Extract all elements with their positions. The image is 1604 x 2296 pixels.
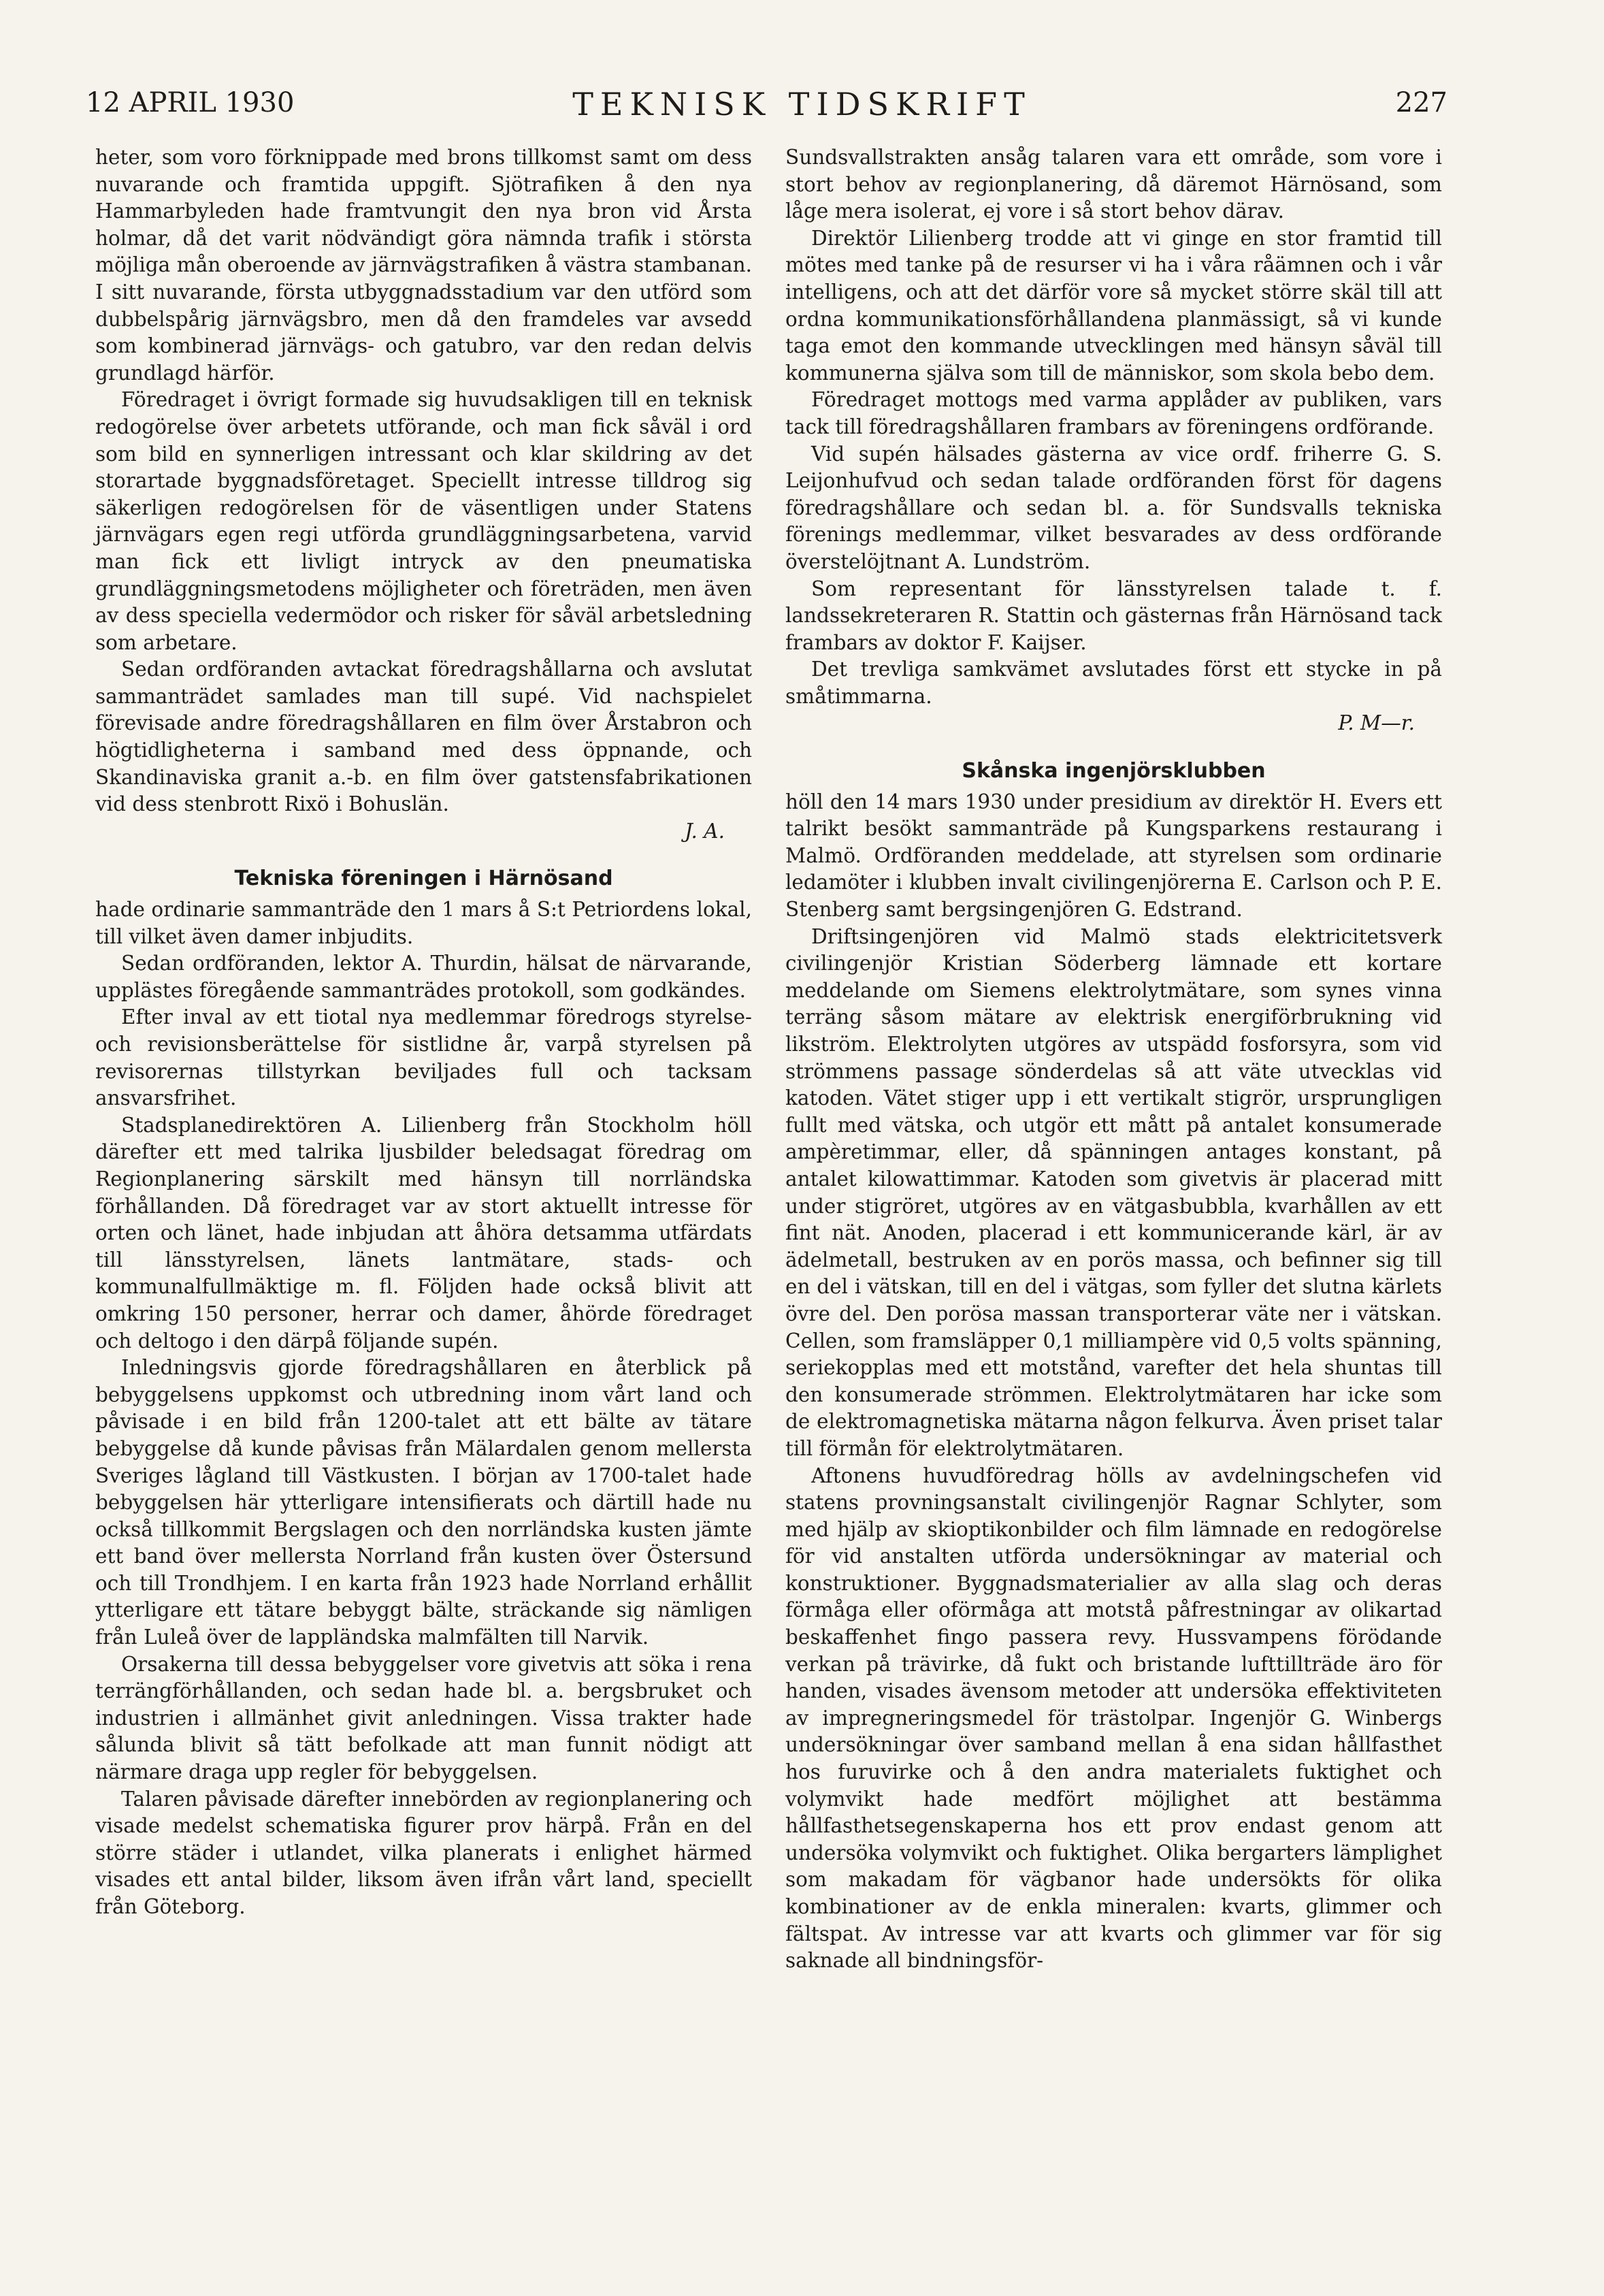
paragraph: Sedan ordföranden, lektor A. Thurdin, hälsat de närvarande, upplästes föregående sammanträdes protokoll, som godkändes. — [95, 952, 752, 1002]
paragraph: Talaren påvisade därefter innebörden av regionplanering och visade medelst schematiska figurer prov härpå. Från en del större städer i utlandet, vilka planerats i enlighet härmed visades ett antal bilder, liksom även ifrån vårt land, speciellt från Göteborg. — [95, 1787, 752, 1918]
issue-date: 12 APRIL 1930 — [86, 87, 295, 118]
paragraph: Stadsplanedirektören A. Lilienberg från Stockholm höll därefter ett med talrika ljusbilder beledsagat föredrag om Regionplanering särskilt med hänsyn till norrländska förhållanden. Då föredraget var av stort aktuellt intresse för orten och länet, hade inbjudan att åhöra detsamma utfärdats till länsstyrelsen, länets lantmätare, stads- och kommunalfullmäktige m. fl. Följden hade också blivit att omkring 150 personer, herrar och damer, åhörde föredraget och deltogo i den därpå följande supén. — [95, 1113, 752, 1353]
journal-title: TEKNISK TIDSKRIFT — [572, 86, 1032, 123]
paragraph: Direktör Lilienberg trodde att vi ginge en stor framtid till mötes med tanke på de resurser vi ha i våra råämnen och i vår intelligens, och att det därför vore så mycket större skäl till att ordna kommunikationsförhållandena planmässigt, så vi kunde taga emot den kommande utvecklingen med hänsyn såväl till kommunerna själva som till de människor, som skola bebo dem. — [785, 226, 1442, 385]
paragraph: Aftonens huvudföredrag hölls av avdelningschefen vid statens provningsanstalt civilingenjör Ragnar Schlyter, som med hjälp av skioptikonbilder och film lämnade en redogörelse för vid anstalten utförda undersökningar av material och konstruktioner. Byggnadsmaterialier av alla slag och deras förmåga eller oförmåga att motstå påfrestningar av olikartad beskaffenhet fingo passera revy. Hussvampens förödande verkan på trävirke, då fukt och bristande lufttillträde äro för handen, visades ävensom metoder att undersöka effektiviteten av impregneringsmedel för trästolpar. Ingenjör G. Winbergs undersökningar över samband mellan å ena sidan hållfasthet hos furuvirke och å den andra materialets fuktighet och volymvikt hade medfört möjlighet att bestämma hållfasthetsegenskaperna hos ett prov endast genom att undersöka volymvikt och fuktighet. Olika bergarters lämplighet som makadam för vägbanor hade undersökts för olika kombinationer av de enkla mineralen: kvarts, glimmer och fältspat. Av intresse var att kvarts och glimmer var för sig saknade all bindningsför- — [785, 1464, 1442, 1973]
paragraph: Sedan ordföranden avtackat föredragshållarna och avslutat sammanträdet samlades man till supé. Vid nachspielet förevisade andre föredragshållaren en film över Årstabron och högtidligheterna i samband med dess öppnande, och Skandinaviska granit a.-b. en film över gatstensfabrikationen vid dess stenbrott Rixö i Bohuslän. — [95, 658, 752, 816]
left-column — [95, 144, 752, 1921]
paragraph: Vid supén hälsades gästerna av vice ordf. friherre G. S. Leijonhufvud och sedan talade ordföranden först för dagens föredragshållare och sedan bl. a. för Sundsvalls tekniska förenings medlemmar, vilket besvarades av dess ordförande överstelöjtnant A. Lundström. — [785, 442, 1442, 573]
signature: J. A. — [685, 819, 725, 843]
paragraph: hade ordinarie sammanträde den 1 mars å S:t Petriordens lokal, till vilket även damer inbjudits. — [95, 898, 752, 948]
paragraph: Föredraget mottogs med varma applåder av publiken, vars tack till föredragshållaren frambars av föreningens ordförande. — [785, 388, 1442, 438]
section-heading: Skånska ingenjörsklubben — [962, 759, 1266, 783]
paragraph: Orsakerna till dessa bebyggelser vore givetvis att söka i rena terrängförhållanden, och sedan hade bl. a. bergsbruket och industrien i allmänhet givit anledningen. Vissa trakter hade sålunda blivit så tätt befolkade att man funnit nödigt att närmare draga upp regler för bebyggelsen. — [95, 1652, 752, 1784]
signature: P. M—r. — [1338, 711, 1415, 735]
paragraph: Det trevliga samkvämet avslutades först ett stycke in på småtimmarna. — [785, 658, 1442, 708]
paragraph: Efter inval av ett tiotal nya medlemmar föredrogs styrelse- och revisionsberättelse för sistlidne år, varpå styrelsen på revisorernas tillstyrkan beviljades full och tacksam ansvarsfrihet. — [95, 1005, 752, 1110]
page-number: 227 — [1395, 87, 1447, 118]
paragraph: Inledningsvis gjorde föredragshållaren en återblick på bebyggelsens uppkomst och utbredning inom vårt land och påvisade i en bild från 1200-talet att ett bälte av tätare bebyggelse då kunde påvisas från Mälardalen genom mellersta Sveriges lågland till Västkusten. I början av 1700-talet hade bebyggelsen här ytterligare intensifierats och därtill hade nu också tillkommit Bergslagen och den norrländska kusten jämte ett band över mellersta Norrland från kusten över Östersund och till Trondhjem. I en karta från 1923 hade Norrland erhållit ytterligare ett tätare bebyggt bälte, sträckande sig nämligen från Luleå över de lappländska malmfälten till Narvik. — [95, 1356, 752, 1649]
paragraph: heter, som voro förknippade med brons tillkomst samt om dess nuvarande och framtida uppgift. Sjötrafiken å den nya Hammarbyleden hade framtvungit den nya bron vid Årsta holmar, då det varit nödvändigt göra nämnda trafik i största möjliga mån oberoende av järnvägstrafiken å västra stambanan. I sitt nuvarande, första utbyggnadsstadium var den utförd som dubbelspårig järnvägsbro, men då den framdeles var avsedd som kombinerad järnvägs- och gatubro, var den redan delvis grundlagd härför. — [95, 146, 752, 385]
paragraph: höll den 14 mars 1930 under presidium av direktör H. Evers ett talrikt besökt sammanträde på Kungsparkens restaurang i Malmö. Ordföranden meddelade, att styrelsen som ordinarie ledamöter i klubben invalt civilingenjörerna E. Carlson och P. E. Stenberg samt bergsingenjören G. Edstrand. — [785, 790, 1442, 922]
right-column — [785, 144, 1442, 1975]
paragraph: Som representant för länsstyrelsen talade t. f. landssekreteraren R. Stattin och gästernas från Härnösand tack frambars av doktor F. Kaijser. — [785, 577, 1442, 654]
section-heading: Tekniska föreningen i Härnösand — [234, 867, 613, 891]
paragraph: Sundsvallstrakten ansåg talaren vara ett område, som vore i stort behov av regionplanering, då däremot Härnösand, som låge mera isolerat, ej vore i så stort behov därav. — [785, 146, 1442, 223]
paragraph: Driftsingenjören vid Malmö stads elektricitetsverk civilingenjör Kristian Söderberg lämnade ett kortare meddelande om Siemens elektrolytmätare, som synes vinna terräng såsom mätare av elektrisk energiförbrukning vid likström. Elektrolyten utgöres av utspädd fosforsyra, som vid strömmens passage sönderdelas så att väte utvecklas vid katoden. Vätet stiger upp i ett vertikalt stigrör, ursprungligen fullt med vätska, och utgör ett mått på antalet konsumerade ampèretimmar, eller, då spänningen antages konstant, på antalet kilowattimmar. Katoden som givetvis är placerad mitt under stigröret, utgöres av en vätgasbubbla, kvarhållen av ett fint nät. Anoden, placerad i ett kommunicerande kärl, är av ädelmetall, bestruken av en porös massa, och befinner sig till en del i vätskan, till en del i vätgas, som fyller det slutna kärlets övre del. Den porösa massan transporterar väte ner i vätskan. Cellen, som framsläpper 0,1 milliampère vid 0,5 volts spänning, seriekopplas med ett motstånd, varefter det hela shuntas till den konsumerade strömmen. Elektrolytmätaren har icke som de elektromagnetiska mätarna någon felkurva. Även priset talar till förmån för elektrolytmätaren. — [785, 924, 1442, 1460]
paragraph: Föredraget i övrigt formade sig huvudsakligen till en teknisk redogörelse över arbetets utförande, och man fick såväl i ord som bild en synnerligen intressant och klar skildring av det storartade byggnadsföretaget. Speciellt intresse tilldrog sig säkerligen redogörelsen för de väsentligen under Statens järnvägars egen regi utförda grundläggningsarbetena, varvid man fick ett livligt intryck av den pneumatiska grundläggningsmetodens möjligheter och företräden, men även av dess speciella vedermödor och risker för såväl arbetsledning som arbetare. — [95, 388, 752, 654]
